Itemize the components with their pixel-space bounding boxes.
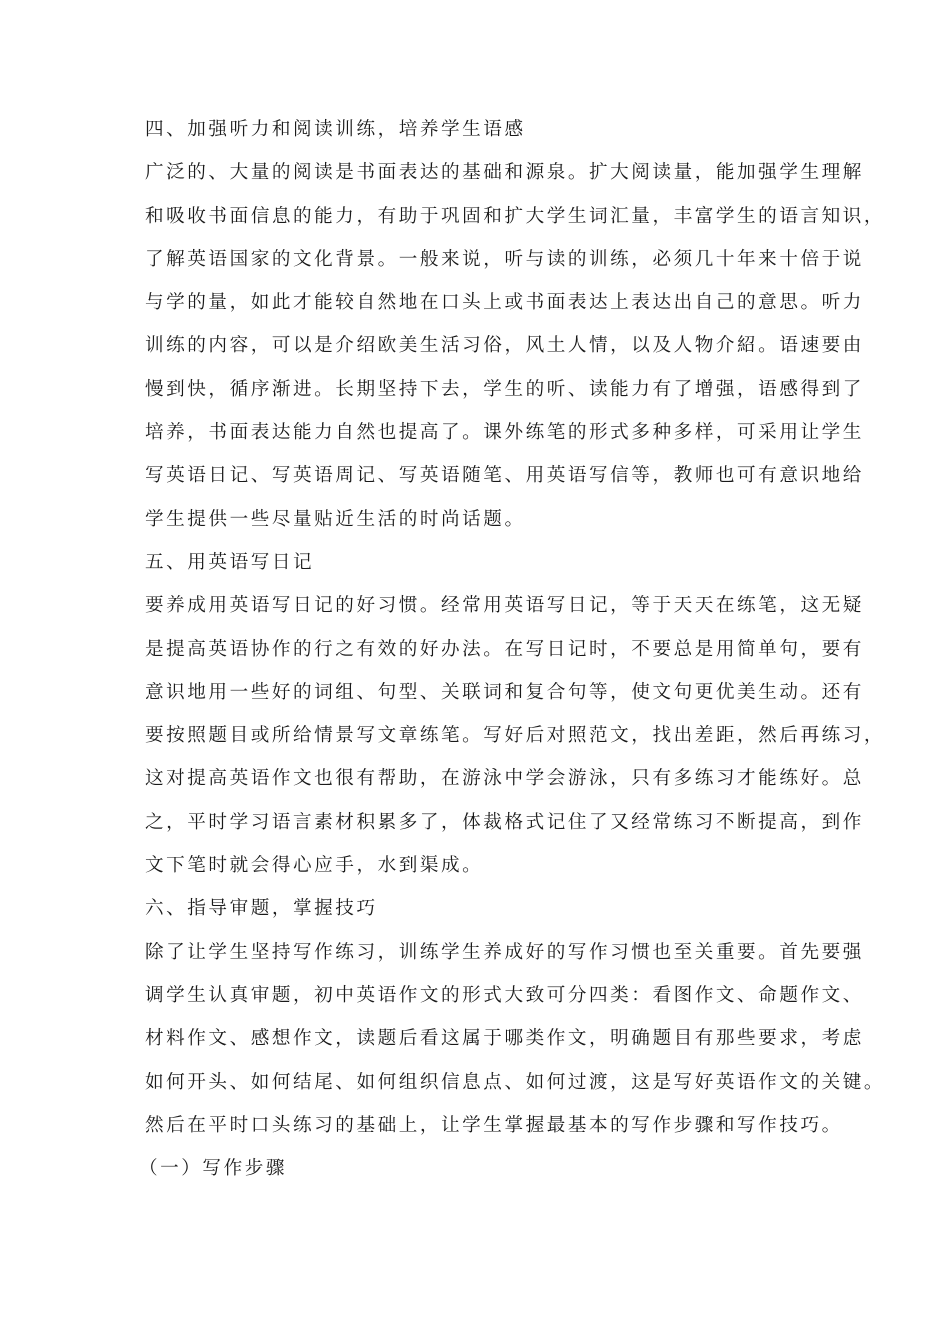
paragraph-line: 材料作文、感想作文，读题后看这属于哪类作文，明确题目有那些要求，考虑: [145, 1028, 864, 1050]
subsection-heading-writing-steps: （一）写作步骤: [139, 1158, 288, 1180]
paragraph-line: 要按照题目或所给情景写文章练笔。写好后对照范文，找出差距，然后再练习，: [145, 725, 886, 747]
paragraph-line: 学生提供一些尽量贴近生活的时尚话题。: [145, 508, 526, 530]
document-page: [139, 108, 886, 1190]
paragraph-line: 调学生认真审题，初中英语作文的形式大致可分四类：看图作文、命题作文、: [145, 984, 864, 1006]
paragraph-line: 写英语日记、写英语周记、写英语随笔、用英语写信等，教师也可有意识地给: [145, 465, 864, 487]
paragraph-line: 是提高英语协作的行之有效的好办法。在写日记时，不要总是用简单句，要有: [145, 638, 864, 660]
paragraph-line: 了解英语国家的文化背景。一般来说，听与读的训练，必须几十年来十倍于说: [145, 248, 864, 270]
section-heading-diary: 五、用英语写日记: [145, 551, 315, 573]
paragraph-line: 广泛的、大量的阅读是书面表达的基础和源泉。扩大阅读量，能加强学生理解: [145, 162, 864, 184]
paragraph-line: 这对提高英语作文也很有帮助，在游泳中学会游泳，只有多练习才能练好。总: [145, 768, 864, 790]
paragraph-line: 训练的内容，可以是介绍欧美生活习俗，风土人情，以及人物介紹。语速要由: [145, 335, 864, 357]
paragraph-line: 要养成用英语写日记的好习惯。经常用英语写日记，等于天天在练笔，这无疑: [145, 595, 864, 617]
paragraph-line: 与学的量，如此才能较自然地在口头上或书面表达上表达出自己的意思。听力: [145, 292, 864, 314]
section-heading-listening-reading: 四、加强听力和阅读训练，培养学生语感: [145, 119, 526, 140]
paragraph-line: 培养，书面表达能力自然也提高了。课外练笔的形式多种多样，可采用让学生: [145, 422, 864, 444]
paragraph-line: 文下笔时就会得心应手，水到渠成。: [145, 855, 484, 877]
paragraph-line: 慢到快，循序渐进。长期坚持下去，学生的听、读能力有了增强，语感得到了: [145, 378, 864, 400]
paragraph-line: 如何开头、如何结尾、如何组织信息点、如何过渡，这是写好英语作文的关键。: [145, 1071, 886, 1093]
paragraph-line: 意识地用一些好的词组、句型、关联词和复合句等，使文句更优美生动。还有: [145, 681, 864, 703]
paragraph-line: 然后在平时口头练习的基础上，让学生掌握最基本的写作步骤和写作技巧。: [145, 1114, 843, 1136]
paragraph-line: 除了让学生坚持写作练习，训练学生养成好的写作习惯也至关重要。首先要强: [145, 941, 864, 963]
paragraph-line: 之，平时学习语言素材积累多了，体裁格式记住了又经常练习不断提高，到作: [145, 811, 864, 833]
section-heading-skills: 六、指导审题，掌握技巧: [145, 898, 378, 920]
paragraph-line: 和吸收书面信息的能力，有助于巩固和扩大学生词汇量，丰富学生的语言知识，: [145, 205, 886, 227]
